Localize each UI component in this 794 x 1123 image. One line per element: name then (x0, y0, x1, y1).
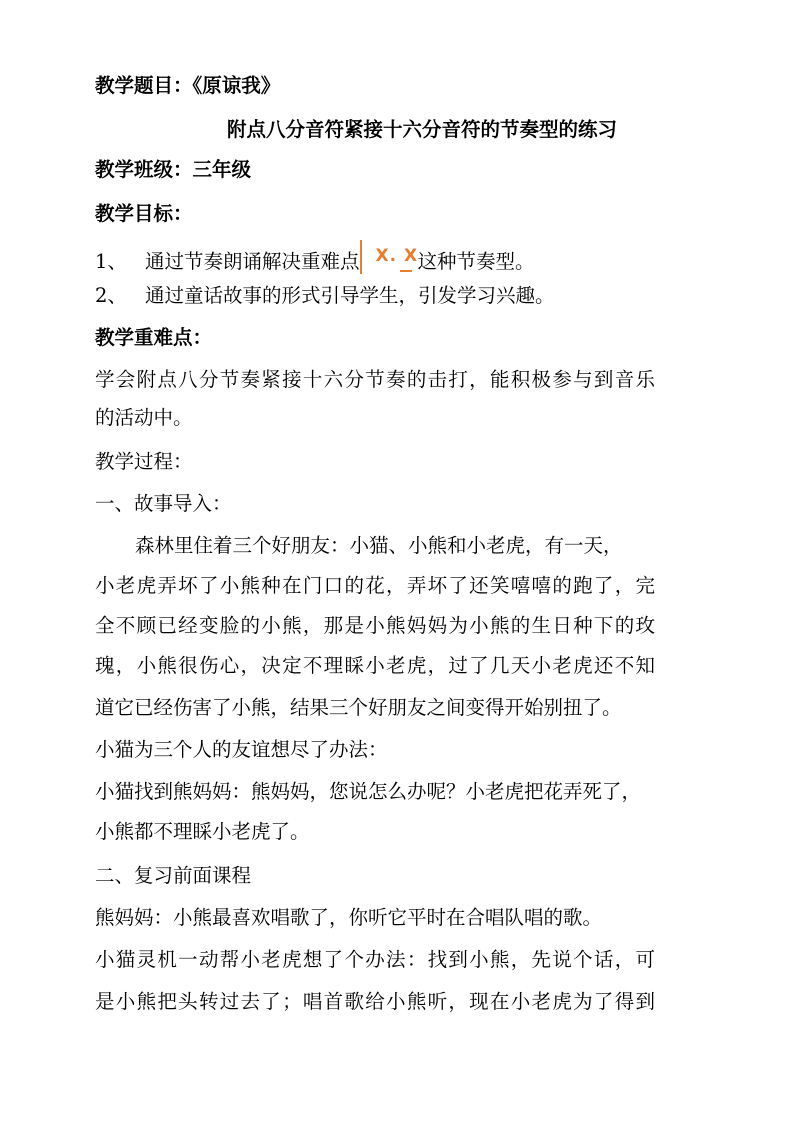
rhythm-underline (400, 270, 412, 272)
story-line: 小老虎弄坏了小熊种在门口的花，弄坏了还笑嘻嘻的跑了，完 (95, 574, 655, 597)
story-line: 小猫找到熊妈妈：熊妈妈，您说怎么办呢？小老虎把花弄死了， (95, 780, 642, 803)
review-line: 是小熊把头转过去了；唱首歌给小熊听，现在小老虎为了得到 (95, 990, 655, 1013)
goal-item-1 (95, 246, 535, 274)
goal-item-2 (95, 284, 555, 308)
class-line: 教学班级：三年级 (95, 158, 252, 181)
goal-text: 通过童话故事的形式引导学生，引发学习兴趣。 (145, 284, 555, 307)
rhythm-bar-line (360, 240, 362, 274)
goal-text-before: 通过节奏朗诵解决重难点 (145, 250, 360, 273)
goals-heading: 教学目标： (95, 202, 193, 225)
rhythm-notation (360, 246, 418, 272)
story-line: 小熊都不理睬小老虎了。 (95, 820, 310, 843)
key-line-2: 的活动中。 (95, 406, 193, 429)
goal-text-after: 这种节奏型。 (417, 250, 535, 273)
story-line: 森林里住着三个好朋友：小猫、小熊和小老虎，有一天， (135, 534, 623, 557)
section1-heading: 一、故事导入： (95, 492, 232, 515)
story-line: 瑰，小熊很伤心，决定不理睬小老虎，过了几天小老虎还不知 (95, 654, 655, 677)
process-heading: 教学过程： (95, 450, 193, 473)
goal-number: 1、 (95, 250, 127, 273)
story-line: 道它已经伤害了小熊，结果三个好朋友之间变得开始别扭了。 (95, 696, 622, 719)
key-heading: 教学重难点： (95, 326, 213, 349)
lesson-title: 教学题目：《原谅我》 (95, 74, 281, 97)
story-line: 小猫为三个人的友谊想尽了办法： (95, 738, 388, 761)
story-line: 全不顾已经变脸的小熊，那是小熊妈妈为小熊的生日种下的玫 (95, 614, 655, 637)
review-line: 熊妈妈：小熊最喜欢唱歌了，你听它平时在合唱队唱的歌。 (95, 906, 603, 929)
review-line: 小猫灵机一动帮小老虎想了个办法：找到小熊，先说个话，可 (95, 948, 655, 971)
lesson-subtitle: 附点八分音符紧接十六分音符的节奏型的练习 (226, 118, 617, 141)
rhythm-notes: X. X (375, 246, 419, 266)
key-line-1: 学会附点八分节奏紧接十六分节奏的击打，能积极参与到音乐 (95, 368, 655, 391)
goal-number: 2、 (95, 284, 127, 307)
section2-heading: 二、复习前面课程 (95, 864, 252, 887)
